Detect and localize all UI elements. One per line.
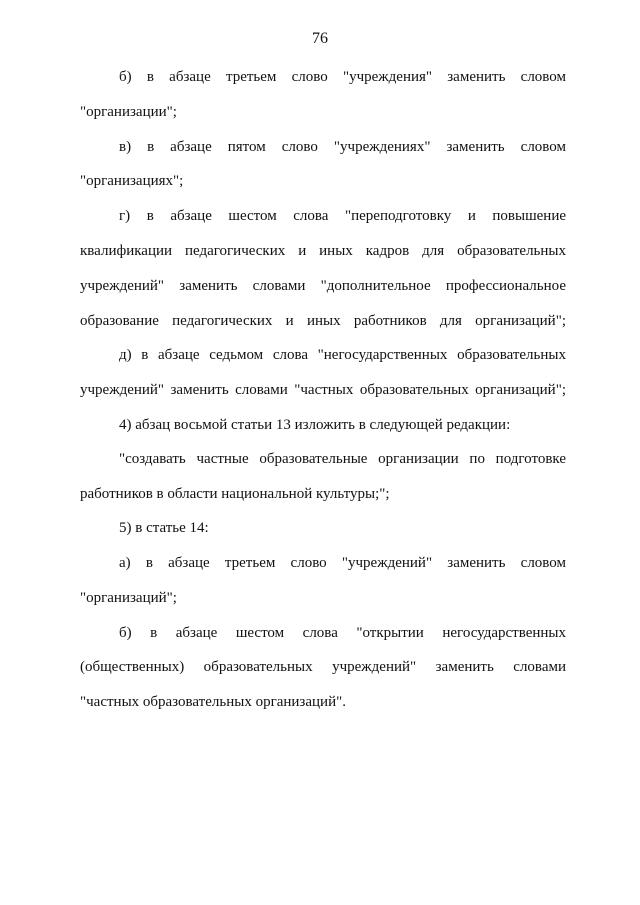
text-line: 4) абзац восьмой статьи 13 изложить в следующей редакции: bbox=[119, 417, 511, 433]
text-line: "организации"; bbox=[80, 104, 177, 120]
text-line: "организациях"; bbox=[80, 173, 184, 189]
text-line: учреждений" заменить словами "дополнительное профессиональное bbox=[80, 278, 566, 294]
text-line: в) в абзаце пятом слово "учреждениях" заменить словом bbox=[119, 139, 566, 155]
text-line: 5) в статье 14: bbox=[119, 520, 209, 536]
text-line: а) в абзаце третьем слово "учреждений" заменить словом bbox=[119, 555, 566, 571]
text-line: б) в абзаце шестом слова "открытии негосударственных bbox=[119, 625, 566, 641]
text-line: "частных образовательных организаций". bbox=[80, 694, 346, 710]
text-line: "организаций"; bbox=[80, 590, 177, 606]
text-line: работников в области национальной культуры;"; bbox=[80, 486, 390, 502]
text-line: учреждений" заменить словами "частных образовательных организаций"; bbox=[80, 382, 566, 398]
text-line: (общественных) образовательных учреждений" заменить словами bbox=[80, 659, 566, 675]
text-line: образование педагогических и иных работников для организаций"; bbox=[80, 313, 566, 329]
text-line: д) в абзаце седьмом слова "негосударственных образовательных bbox=[119, 347, 566, 363]
text-line: г) в абзаце шестом слова "переподготовку и повышение bbox=[119, 208, 566, 224]
text-line: квалификации педагогических и иных кадров для образовательных bbox=[80, 243, 566, 259]
text-line: б) в абзаце третьем слово "учреждения" заменить словом bbox=[119, 69, 566, 85]
page-number: 76 bbox=[312, 30, 328, 47]
text-line: "создавать частные образовательные организации по подготовке bbox=[119, 451, 566, 467]
